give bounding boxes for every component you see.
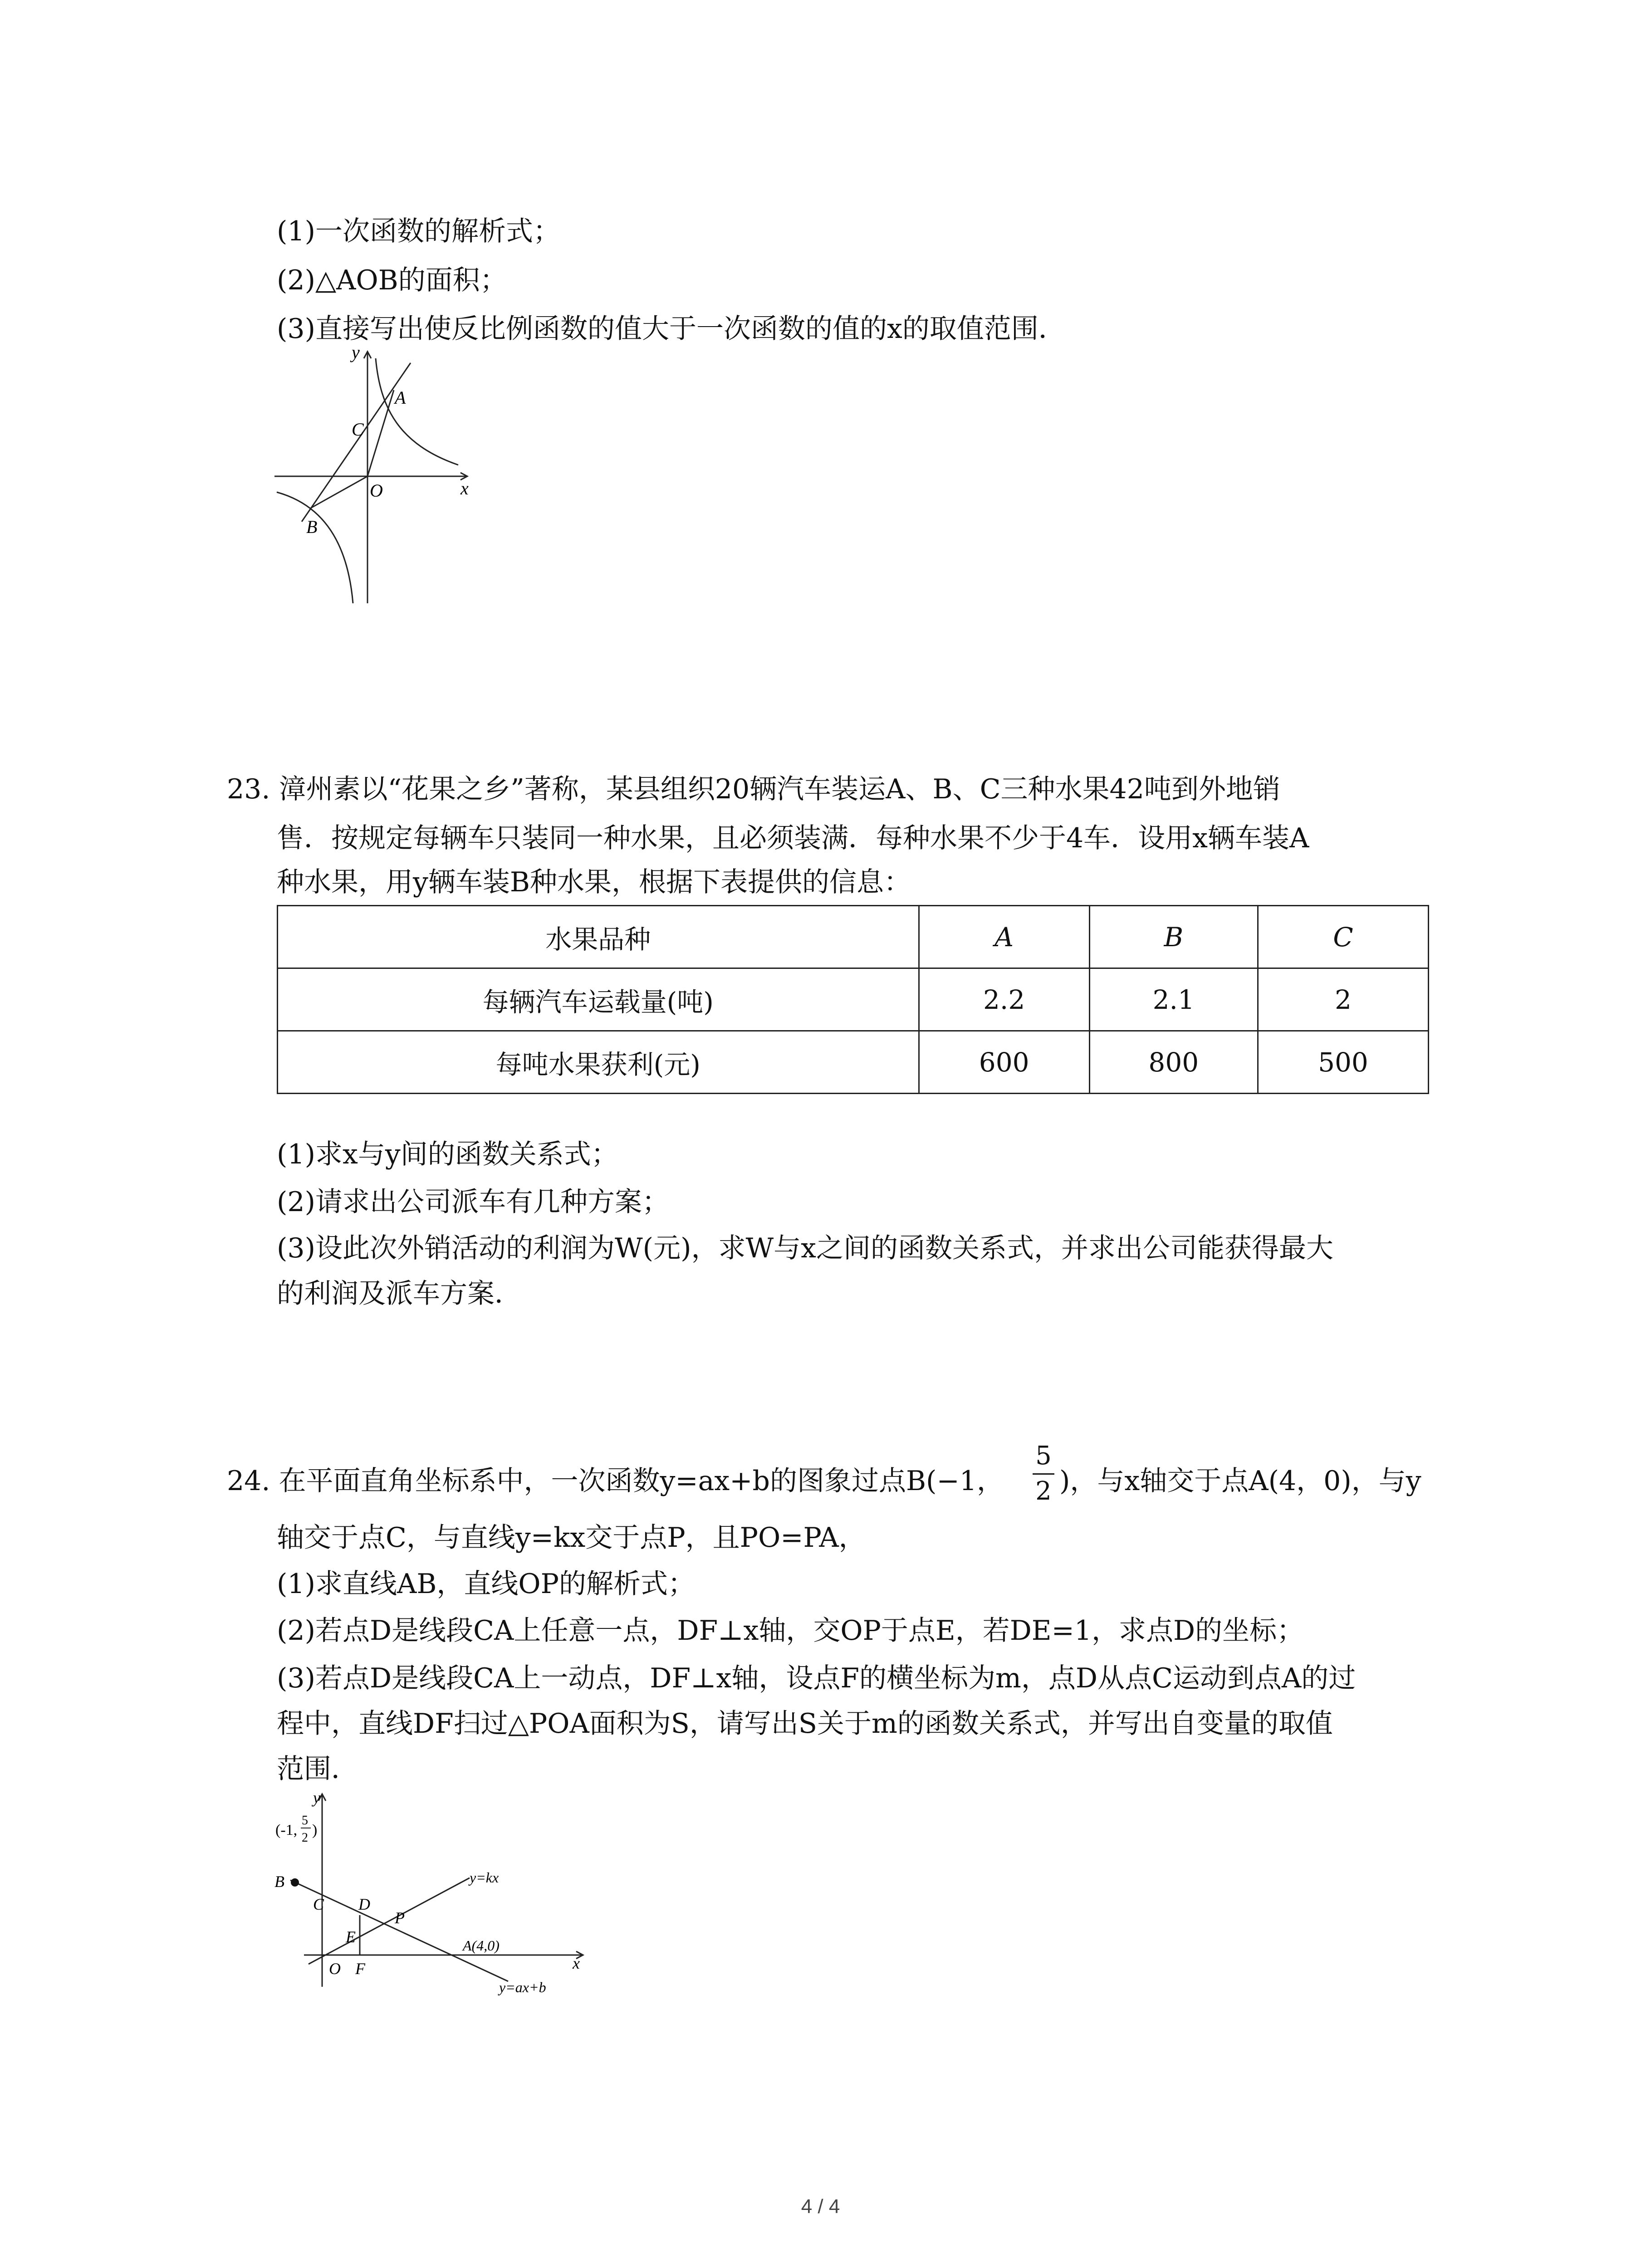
q24-figure (268, 1783, 612, 1996)
q24-line-1b: )，与x轴交于点A(4，0)，与y (1059, 1465, 1421, 1497)
q24-frac-den: 2 (1035, 1476, 1052, 1506)
q24-item-4: 程中，直线DF扫过△POA面积为S，请写出S关于m的函数关系式，并写出自变量的取值 (277, 1708, 1333, 1740)
table-row (278, 968, 1429, 1031)
q24-frac-num: 5 (1035, 1441, 1052, 1471)
q22-item-1: (1)一次函数的解析式； (277, 215, 560, 247)
q24-item-5: 范围． (277, 1753, 358, 1785)
fruit-table (277, 905, 1429, 1094)
line-ab (302, 363, 411, 522)
table-cell: 每辆汽车运载量(吨) (278, 968, 919, 1031)
q23-line-1: 23. 漳州素以“花果之乡”著称，某县组织20辆汽车装运A、B、C三种水果42吨到外地销 (227, 773, 1280, 805)
point-c-label: C (313, 1895, 324, 1913)
page-number: 4 / 4 (801, 2195, 840, 2218)
q22-item-2: (2)△AOB的面积； (277, 264, 507, 296)
q23-item-3: (3)设此次外销活动的利润为W(元)，求W与x之间的函数关系式，并求出公司能获得最大 (277, 1232, 1333, 1264)
table-cell: A (919, 906, 1089, 968)
table-cell: 800 (1089, 1031, 1258, 1094)
point-o-label: O (329, 1960, 341, 1978)
b-coord-den: 2 (302, 1831, 308, 1845)
q24-item-2: (2)若点D是线段CA上任意一点，DF⊥x轴，交OP于点E，若DE=1，求点D的坐标； (277, 1615, 1304, 1647)
point-b-dot (291, 1878, 299, 1887)
point-b-label: B (306, 517, 318, 537)
table-cell: 600 (919, 1031, 1089, 1094)
b-coord-prefix: (-1, (275, 1822, 298, 1838)
q24-item-3: (3)若点D是线段CA上一动点，DF⊥x轴，设点F的横坐标为m，点D从点C运动到点A的过 (277, 1662, 1356, 1694)
q24-line-2: 轴交于点C，与直线y=kx交于点P，且PO=PA， (277, 1522, 866, 1554)
b-coord-suffix: ) (312, 1822, 318, 1838)
point-a-label: A(4,0) (463, 1937, 500, 1954)
y-label: y (313, 1789, 320, 1807)
point-a-label: A (395, 387, 406, 408)
line-ab-label: y=ax+b (499, 1979, 546, 1995)
q24-line-1a: 24. 在平面直角坐标系中，一次函数y=ax+b的图象过点B(−1， (227, 1465, 1004, 1497)
line-kx-label: y=kx (470, 1869, 499, 1886)
table-cell: 水果品种 (278, 906, 919, 968)
hyperbola-branch-2 (277, 492, 353, 603)
q23-item-1: (1)求x与y间的函数关系式； (277, 1139, 618, 1170)
x-label: x (573, 1954, 580, 1972)
table-cell: 500 (1258, 1031, 1428, 1094)
table-row (278, 1031, 1429, 1094)
table-cell: B (1089, 906, 1258, 968)
line-kx (309, 1878, 470, 1964)
table-cell: 2.2 (919, 968, 1089, 1031)
q24-item-1: (1)求直线AB，直线OP的解析式； (277, 1568, 695, 1600)
q23-line-2: 售．按规定每辆车只装同一种水果，且必须装满．每种水果不少于4车．设用x辆车装A (277, 822, 1309, 854)
b-coord-num: 5 (302, 1813, 308, 1828)
hyperbola-branch-1 (376, 358, 458, 465)
segment-oa (367, 390, 394, 476)
table-row (278, 906, 1429, 968)
table-cell: C (1258, 906, 1428, 968)
point-d-label: D (358, 1895, 370, 1913)
q23-item-4: 的利润及派车方案． (277, 1278, 522, 1310)
q22-item-3: (3)直接写出使反比例函数的值大于一次函数的值的x的取值范围． (277, 313, 1066, 345)
q23-item-2: (2)请求出公司派车有几种方案； (277, 1186, 669, 1218)
x-label: x (460, 478, 469, 499)
point-f-label: F (355, 1960, 365, 1978)
segment-ob (311, 476, 367, 508)
point-p-label: P (395, 1909, 405, 1927)
y-label: y (352, 342, 360, 362)
q22-figure (272, 340, 481, 612)
point-b-label: B (274, 1872, 284, 1891)
q23-line-3: 种水果，用y辆车装B种水果，根据下表提供的信息： (277, 866, 911, 898)
table-cell: 2 (1258, 968, 1428, 1031)
table-cell: 每吨水果获利(元) (278, 1031, 919, 1094)
table-cell: 2.1 (1089, 968, 1258, 1031)
point-o-label: O (370, 480, 383, 501)
point-c-label: C (352, 419, 364, 440)
point-e-label: E (346, 1928, 356, 1946)
q24-frac-bar (1033, 1473, 1054, 1475)
